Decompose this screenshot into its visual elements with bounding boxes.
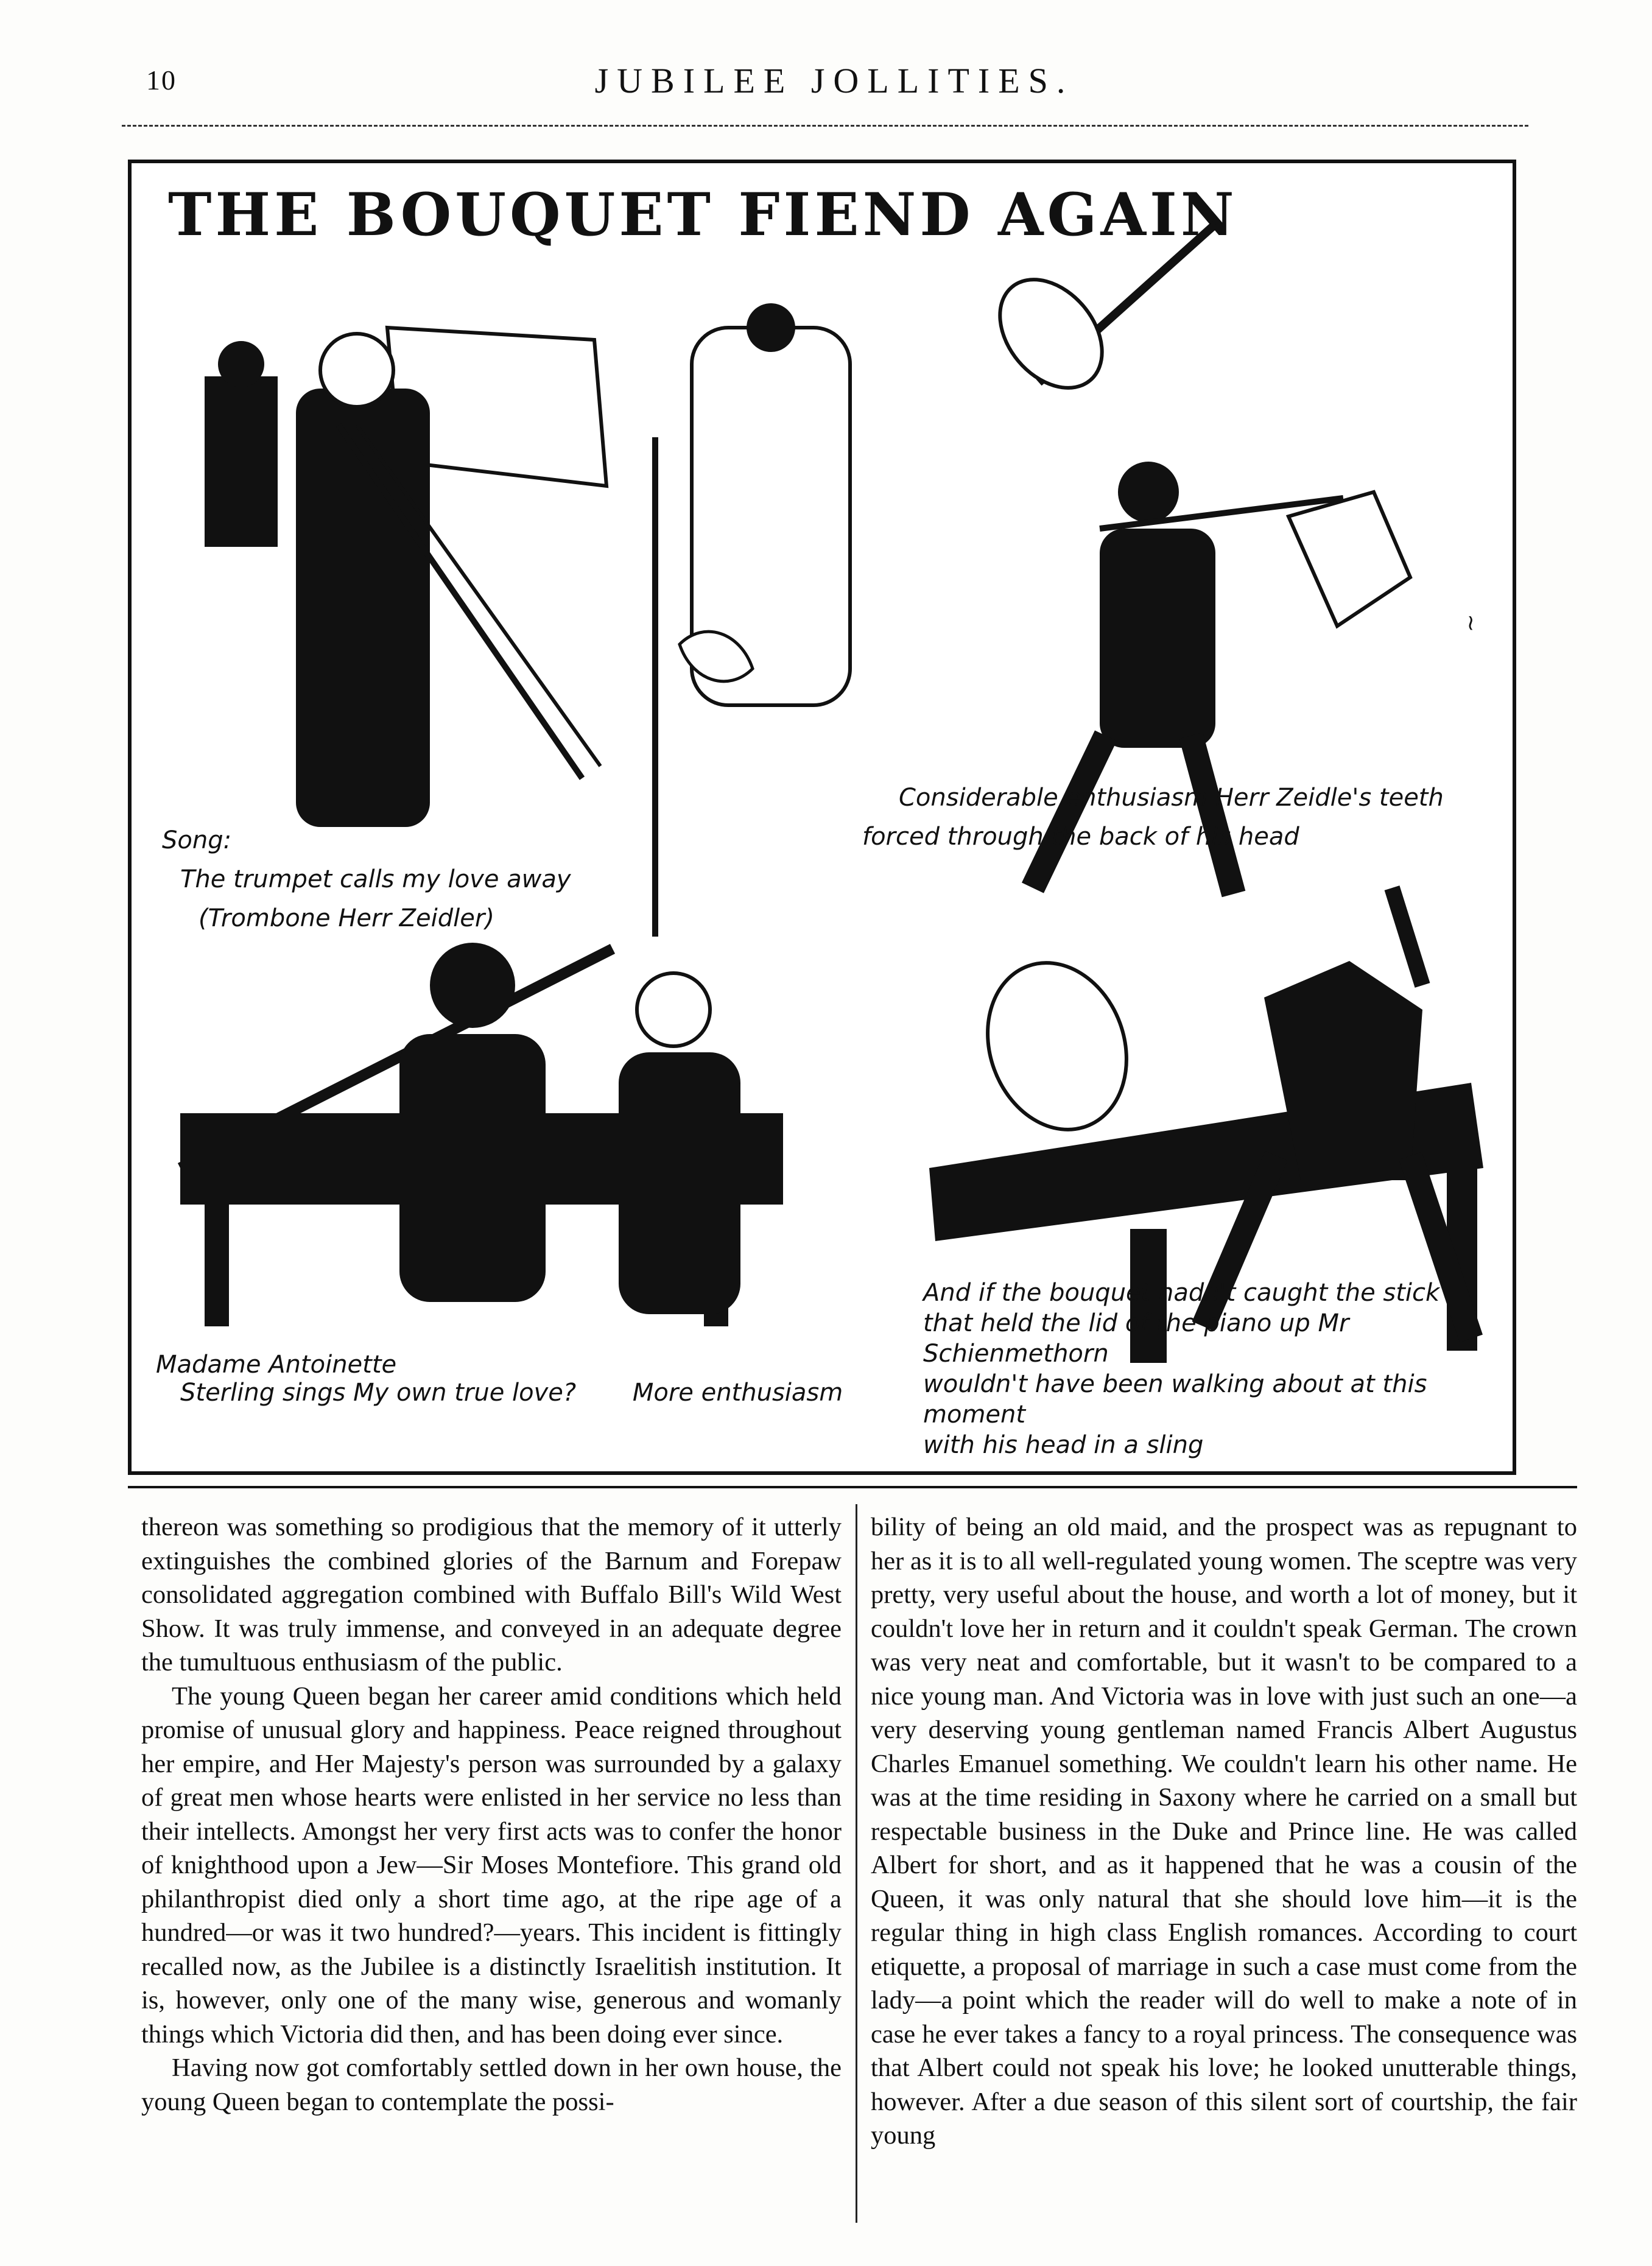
panel-1-caption-line: Song: <box>162 826 232 854</box>
article-paragraph: Having now got comfortably settled down in her own house, the young Queen began to contemplate the possi- <box>141 2053 842 2116</box>
panel-4-caption-line: that held the lid of the piano up Mr Schienmethorn <box>923 1309 1349 1368</box>
header-rule <box>122 125 1528 127</box>
panel-1-caption-line: (Trombone Herr Zeidler) <box>199 904 494 932</box>
page-header <box>146 61 1522 107</box>
panel-2-caption <box>862 778 1444 856</box>
artist-signature: ~ <box>1458 614 1483 633</box>
article-right-column <box>871 1510 1577 2153</box>
panel-3-caption-row <box>156 1379 843 1407</box>
panel-3-caption-line: Madame Antoinette <box>156 1351 397 1379</box>
page-number: 10 <box>146 65 177 96</box>
panel-3-caption <box>156 1351 843 1407</box>
panel-3-caption-line: More enthusiasm <box>632 1379 843 1407</box>
panel-2-caption-line: forced through the back of his head <box>862 823 1299 851</box>
article-left-column <box>141 1510 842 2119</box>
illustration-title: THE BOUQUET FIEND AGAIN <box>168 180 1238 249</box>
article-paragraph: The young Queen began her career amid conditions which held promise of unusual glory and happiness. Peace reigned throughout her empire, and Her Majesty's person was surrounded by a galaxy of great men whose hearts were enlisted in her service no less than their intellects. Amongst her very first acts was to confer the honor of knighthood upon a Jew—Sir Moses Montefiore. This grand old philanthropist died only a short time ago, at the ripe age of a hundred—or was it two hundred?—years. This incident is fittingly recalled now, as the Jubilee is a distinctly Israelitish institution. It is, however, only one of the many wise, generous and womanly things which Victoria did then, and has been doing ever since. <box>141 1681 842 2049</box>
running-title: JUBILEE JOLLITIES. <box>594 61 1074 100</box>
panel-2-caption-line: Considerable enthusiasm Herr Zeidle's teeth <box>899 784 1444 812</box>
panel-4-caption-line: And if the bouquet hadn't caught the stick <box>923 1279 1440 1307</box>
column-divider <box>856 1504 857 2223</box>
article-paragraph: thereon was something so prodigious that the memory of it utterly extinguishes the combined glories of the Barnum and Forepaw consolidated aggregation combined with Buffalo Bill's Wild West Show. It was truly immense, and conveyed in an adequate degree the tumultuous enthusiasm of the public. <box>141 1513 842 1677</box>
panel-4-caption-line: with his head in a sling <box>923 1431 1204 1459</box>
panel-4-caption <box>923 1278 1513 1460</box>
panel-1-caption-line: The trumpet calls my love away <box>180 865 571 893</box>
panel-3-drawing <box>156 912 887 1363</box>
panel-3-caption-line: Sterling sings My own true love? <box>180 1379 577 1407</box>
article-paragraph: bility of being an old maid, and the prospect was as repugnant to her as it is to all well-regulated young women. The sceptre was very pretty, very useful about the house, and worth a lot of money, but it couldn't love her in return and it couldn't speak German. The crown was very neat and comfortable, but it wasn't to be compared to a nice young man. And Victoria was in love with just such an one—a very deserving young gentleman named Francis Albert Augustus Charles Emanuel something. We couldn't learn his other name. He was at the time residing in Saxony where he carried on a small but respectable business in the Duke and Prince line. He was called Albert for short, and as it happened that he was a cousin of the Queen, it was only natural that she should love him—it is the regular thing in high class English romances. According to court etiquette, a proposal of marriage in such a case must come from the lady—a point which the reader will do well to make a note of in case he ever takes a fancy to a royal princess. The consequence was that Albert could not speak his love; he looked unutterable things, however. After a due season of this silent sort of courtship, the fair young <box>871 1513 1577 2150</box>
illustration-frame <box>128 160 1516 1475</box>
illustration-bottom-rule <box>128 1486 1577 1488</box>
panel-4-caption-line: wouldn't have been walking about at this moment <box>923 1370 1427 1429</box>
